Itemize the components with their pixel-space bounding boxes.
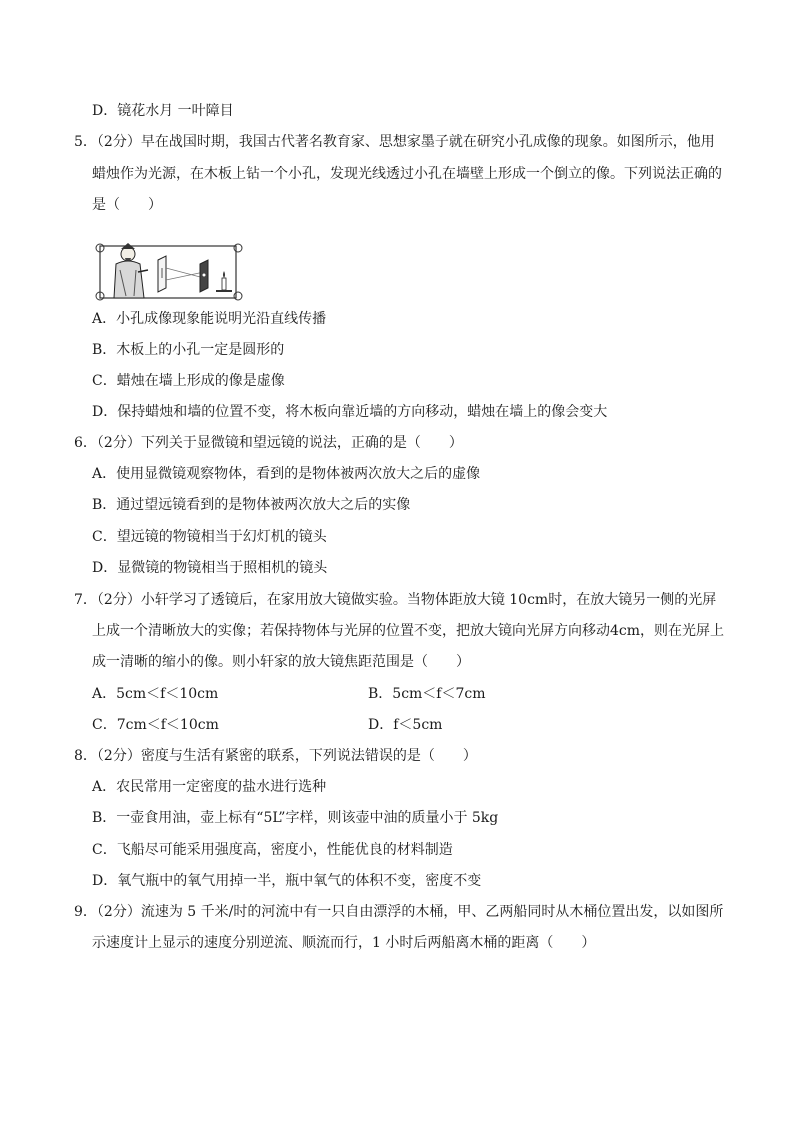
q4-option-d: D．镜花水月 一叶障目 [92,103,234,119]
q5-stem-line-2: 蜡烛作为光源，在木板上钻一个小孔，发现光线透过小孔在墙壁上形成一个倒立的像。下列说法正确的 [92,166,722,182]
q8-option-a: A．农民常用一定密度的盐水进行选种 [92,779,327,795]
q8-option-b: B．一壶食用油，壶上标有“5L”字样，则该壶中油的质量小于 5kg [92,810,499,826]
q8-option-c: C．飞船尽可能采用强度高，密度小，性能优良的材料制造 [92,842,453,858]
q5-stem-line-3: 是（ ） [92,197,162,213]
q6-option-c: C．望远镜的物镜相当于幻灯机的镜头 [92,529,327,545]
q6-option-b: B．通过望远镜看到的是物体被两次放大之后的实像 [92,497,411,513]
q5-stem-line-1: 5．（2分）早在战国时期，我国古代著名教育家、思想家墨子就在研究小孔成像的现象。如图所示，他用 [74,134,715,150]
q7-stem-line-1: 7．（2分）小轩学习了透镜后，在家用放大镜做实验。当物体距放大镜 10cm时，在放大镜另一侧的光屏 [74,592,717,608]
q7-stem-line-2: 上成一个清晰放大的实像；若保持物体与光屏的位置不变，把放大镜向光屏方向移动4cm，则在光屏上 [92,623,725,639]
q5-option-d: D．保持蜡烛和墙的位置不变，将木板向靠近墙的方向移动，蜡烛在墙上的像会变大 [92,404,608,420]
q7-option-d: D．f＜5cm [368,717,443,733]
q6-option-a: A．使用显微镜观察物体，看到的是物体被两次放大之后的虚像 [92,466,481,482]
q8-option-d: D．氧气瓶中的氧气用掉一半，瓶中氧气的体积不变，密度不变 [92,873,482,889]
q6-option-d: D．显微镜的物镜相当于照相机的镜头 [92,560,328,576]
pinhole-figure [92,240,246,302]
q5-option-a: A．小孔成像现象能说明光沿直线传播 [92,311,327,327]
q9-stem-line-2: 示速度计上显示的速度分别逆流、顺流而行，1 小时后两船离木桶的距离（ ） [92,935,596,951]
pinhole-illustration [92,240,246,302]
q6-stem-line-1: 6．（2分）下列关于显微镜和望远镜的说法，正确的是（ ） [74,435,463,451]
q8-stem-line-1: 8．（2分）密度与生活有紧密的联系，下列说法错误的是（ ） [74,748,477,764]
q7-option-b: B．5cm＜f＜7cm [368,686,486,702]
q5-option-c: C．蜡烛在墙上形成的像是虚像 [92,373,285,389]
q5-option-b: B．木板上的小孔一定是圆形的 [92,342,285,358]
q7-option-c: C．7cm＜f＜10cm [92,717,219,733]
q9-stem-line-1: 9．（2分）流速为 5 千米/时的河流中有一只自由漂浮的木桶，甲、乙两船同时从木桶位置出发，以如图所 [74,904,724,920]
q7-stem-line-3: 成一清晰的缩小的像。则小轩家的放大镜焦距范围是（ ） [92,654,470,670]
q7-option-a: A．5cm＜f＜10cm [92,686,219,702]
